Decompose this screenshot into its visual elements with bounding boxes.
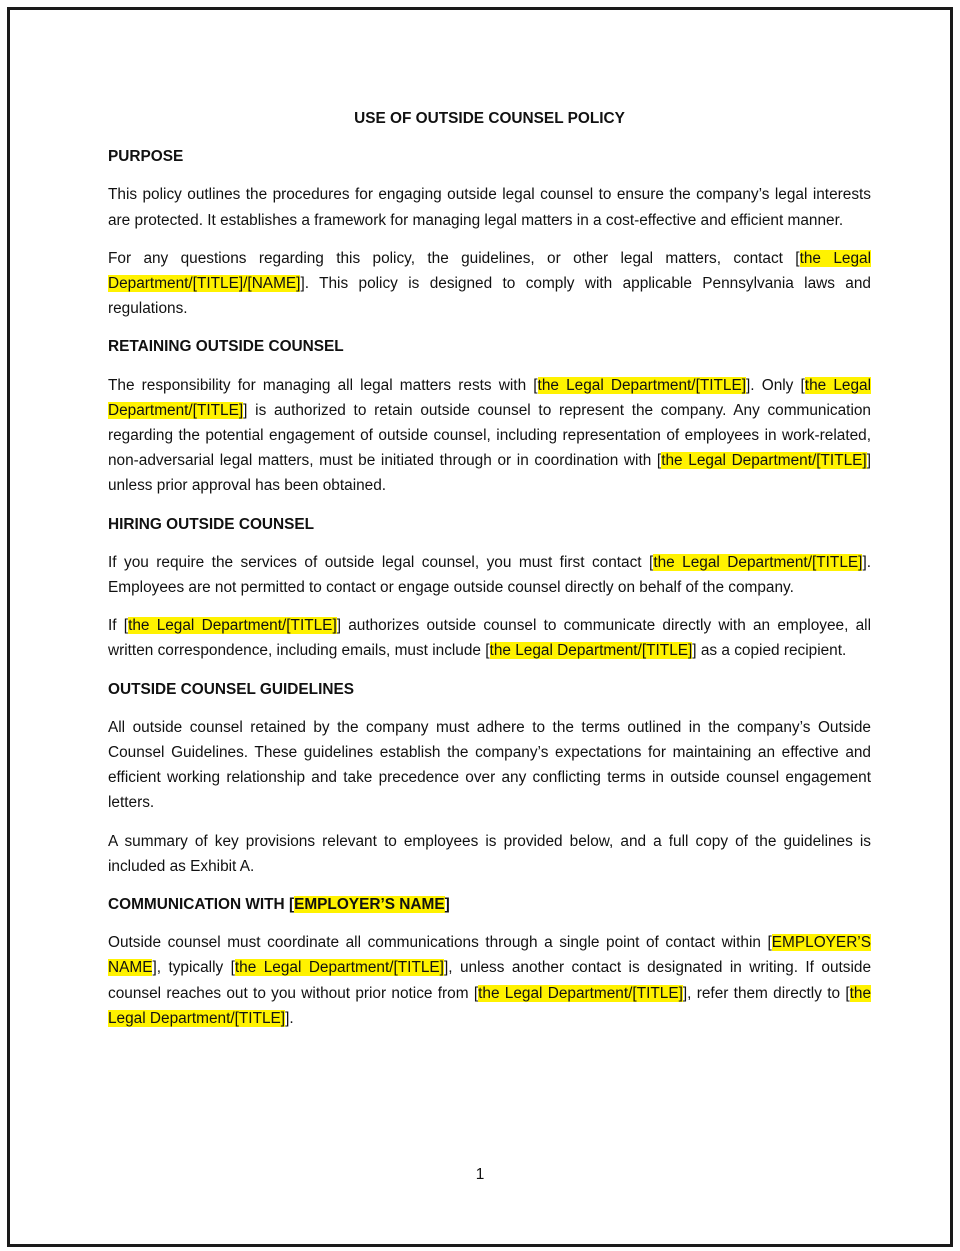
placeholder-highlight: EMPLOYER’S NAME — [294, 896, 445, 914]
body-paragraph — [108, 829, 871, 879]
placeholder-highlight: the Legal Department/[TITLE] — [653, 553, 863, 571]
section-heading — [108, 334, 871, 359]
paragraph-text: ] as a copied recipient. — [692, 642, 847, 660]
placeholder-highlight: the Legal Department/[TITLE] — [234, 959, 444, 977]
paragraph-text: This policy outlines the procedures for engaging outside legal counsel to ensure the company’s legal interests are protected. It establishes a framework for managing legal matters in a cost-effective and efficient manner. — [108, 186, 871, 229]
paragraph-text: If you require the services of outside legal counsel, you must first contact [ — [108, 553, 654, 571]
placeholder-highlight: the Legal Department/[TITLE] — [661, 452, 867, 470]
heading-text: OUTSIDE COUNSEL GUIDELINES — [108, 680, 354, 698]
paragraph-text: Outside counsel must coordinate all communications through a single point of contact within [ — [108, 934, 772, 952]
document-sections — [108, 144, 871, 1031]
page-number: 1 — [475, 1166, 485, 1183]
paragraph-text: For any questions regarding this policy, the guidelines, or other legal matters, contact [ — [108, 249, 800, 267]
body-paragraph — [108, 715, 871, 816]
placeholder-highlight: the Legal Department/[TITLE] — [108, 376, 871, 419]
document-title: USE OF OUTSIDE COUNSEL POLICY — [354, 110, 625, 127]
paragraph-text: ], typically [ — [152, 959, 235, 977]
document-body — [108, 106, 871, 1044]
heading-text: RETAINING OUTSIDE COUNSEL — [108, 338, 344, 356]
body-paragraph — [108, 246, 871, 322]
paragraph-text: ]. Employees are not permitted to contact or engage outside counsel directly on behalf of the company. — [108, 553, 871, 597]
document-page — [7, 7, 953, 1247]
paragraph-text: The responsibility for managing all legal matters rests with [ — [108, 376, 538, 394]
section-heading — [108, 892, 871, 917]
paragraph-text: All outside counsel retained by the company must adhere to the terms outlined in the company’s Outside Counsel Guidelines. These guidelines establish the company’s expectations for maintaining an effective and efficient working relationship and take precedence over any conflicting terms in outside counsel engagement letters. — [108, 718, 871, 812]
paragraph-text: A summary of key provisions relevant to employees is provided below, and a full copy of the guidelines is included as Exhibit A. — [108, 832, 871, 875]
body-paragraph — [108, 182, 871, 232]
placeholder-highlight: the Legal Department/[TITLE] — [128, 617, 337, 635]
paragraph-text: ]. Only [ — [746, 376, 805, 394]
paragraph-text: ]. — [285, 1009, 294, 1027]
body-paragraph — [108, 550, 871, 600]
body-paragraph — [108, 373, 871, 499]
heading-text: ] — [444, 896, 450, 914]
paragraph-text: ], unless another contact is designated in writing. If outside counsel reaches out to you without prior notice from [ — [108, 959, 872, 1002]
heading-text: COMMUNICATION WITH [ — [108, 896, 295, 914]
paragraph-text: ] is authorized to retain outside counsel to represent the company. Any communication regarding the potential engagement of outside counsel, including representation of employees in work-related, non-adversarial legal matters, must be initiated through or in coordination with [ — [108, 401, 871, 470]
paragraph-text: ], refer them directly to [ — [682, 984, 850, 1002]
paragraph-text: ] unless prior approval has been obtained. — [108, 452, 871, 495]
placeholder-highlight: the Legal Department/[TITLE] — [478, 984, 683, 1002]
heading-text: PURPOSE — [108, 148, 184, 166]
placeholder-highlight: the Legal Department/[TITLE] — [108, 984, 872, 1027]
section-heading — [108, 144, 871, 169]
paragraph-text: If [ — [108, 617, 129, 635]
paragraph-text: ]. This policy is designed to comply with applicable Pennsylvania laws and regulations. — [108, 275, 871, 318]
placeholder-highlight: the Legal Department/[TITLE]/[NAME] — [108, 249, 871, 293]
placeholder-highlight: the Legal Department/[TITLE] — [489, 642, 693, 660]
paragraph-text: ] authorizes outside counsel to communicate directly with an employee, all written correspondence, including emails, must include [ — [108, 617, 871, 660]
heading-text: HIRING OUTSIDE COUNSEL — [108, 515, 315, 533]
section-heading — [108, 677, 871, 702]
body-paragraph — [108, 613, 871, 663]
section-heading — [108, 512, 871, 537]
placeholder-highlight: EMPLOYER’S NAME — [108, 934, 871, 977]
placeholder-highlight: the Legal Department/[TITLE] — [537, 376, 747, 394]
body-paragraph — [108, 930, 871, 1031]
